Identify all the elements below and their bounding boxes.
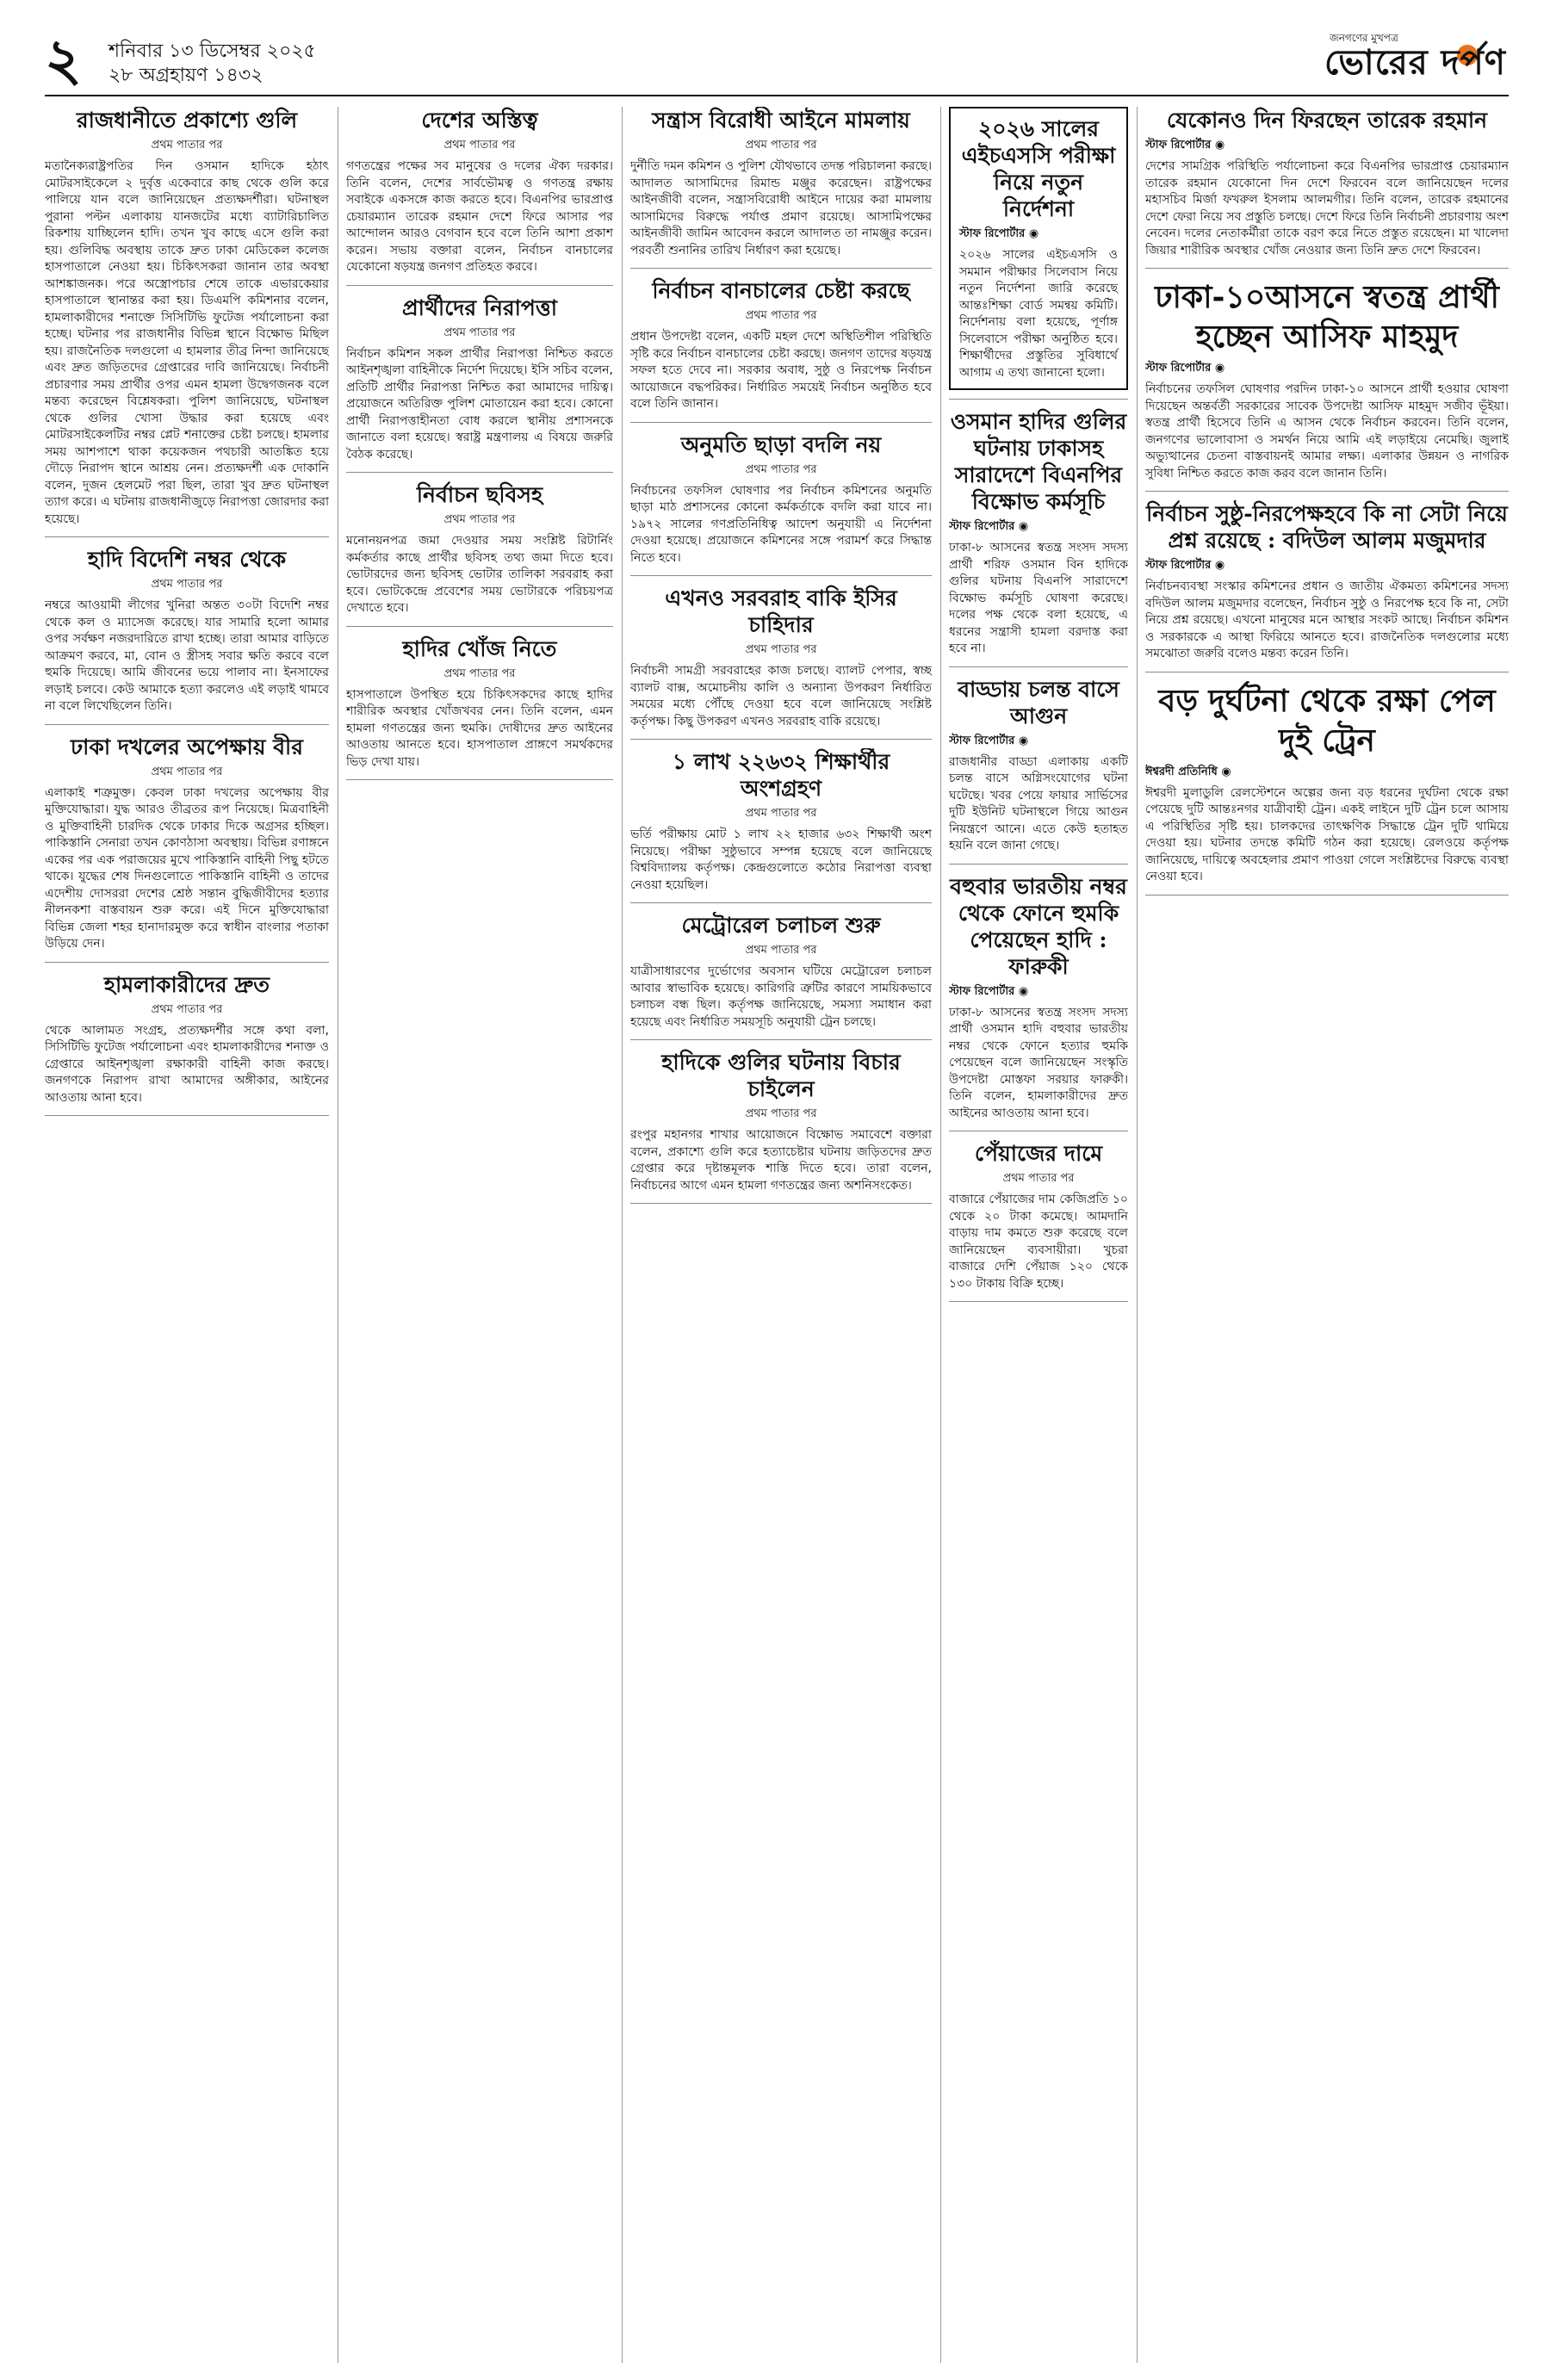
article xyxy=(1145,277,1509,482)
article xyxy=(346,107,613,276)
article-byline: স্টাফ রিপোর্টার ◉ xyxy=(949,734,1029,747)
article xyxy=(346,481,613,617)
article-headline: নির্বাচন ছবিসহ xyxy=(416,482,543,507)
article-divider xyxy=(630,902,932,903)
article-headline: যেকোনও দিন ফিরছেন তারেক রহমান xyxy=(1166,108,1488,133)
article-body: রংপুর মহানগর শাখার আয়োজনে বিক্ষোভ সমাবেশে বক্তারা বলেন, প্রকাশ্যে গুলি করে হত্যাচেষ্টার ঘটনায় জড়িতদের দ্রুত গ্রেপ্তার করে দৃষ্টান্তমূলক শাস্তি দিতে হবে। তারা বলেন, নির্বাচনের আগে এমন হামলা গণতন্ত্রের জন্য অশনিসংকেত। xyxy=(630,1128,932,1193)
continued-label: প্রথম পাতার পর xyxy=(443,666,516,680)
article-headline: ঢাকা দখলের অপেক্ষায় বীর xyxy=(71,734,303,759)
page-number: ২ xyxy=(45,26,82,93)
article xyxy=(630,431,932,567)
article-headline: ঢাকা-১০আসনে স্বতন্ত্র প্রার্থী হচ্ছেন আসিফ মাহমুদ xyxy=(1155,279,1499,355)
article-divider xyxy=(949,666,1128,667)
article-divider xyxy=(630,575,932,576)
article-body: নম্বরে আওয়ামী লীগের খুনিরা অন্তত ৩০টা বিদেশি নম্বর থেকে কল ও ম্যাসেজ করেছে। যার সামারি হলো আমার ওপর সর্বক্ষণ নজরদারিতে রাখা হচ্ছে। তারা আমার বাড়িতে আক্রমণ করবে, মা, বোন ও স্ত্রীসহ সবার ক্ষতি করবে বলে হুমকি দিয়েছে। আমি জীবনের ভয়ে পালাব না। ইনসাফের লড়াই চলবে। কেউ আমাকে হত্যা করলেও এই লড়াই থামবে না বলে লিখেছিলেন তিনি। xyxy=(45,598,329,713)
article-byline: স্টাফ রিপোর্টার ◉ xyxy=(949,520,1029,533)
article-headline: নির্বাচন সুষ্ঠু-নিরপেক্ষহবে কি না সেটা নিয়ে প্রশ্ন রয়েছে : বদিউল আলম মজুমদার xyxy=(1146,501,1508,553)
logo-name: ভোরের দর্পণ xyxy=(1324,42,1506,83)
article-body: গণতন্ত্রের পক্ষের সব মানুষের ও দলের ঐক্য দরকার। তিনি বলেন, দেশের সার্বভৌমত্ব ও গণতন্ত্র রক্ষায় সবাইকে একসঙ্গে কাজ করতে হবে। বিএনপির ভারপ্রাপ্ত চেয়ারম্যান তারেক রহমান দেশে ফিরে আসার পর আন্দোলন আরও বেগবান হবে বলে তিনি আশা প্রকাশ করেন। সভায় বক্তারা বলেন, নির্বাচন বানচালের যেকোনো ষড়যন্ত্র জনগণ প্রতিহত করবে। xyxy=(346,159,613,274)
article-divider xyxy=(346,779,613,780)
article xyxy=(630,748,932,894)
article xyxy=(1145,681,1509,886)
article-body: মতানৈক্যরাষ্ট্রপতির দিন ওসমান হাদিকে হঠাৎ মোটরসাইকেলে ২ দুর্বৃত্ত একেবারে কাছ থেকে গুলি করে পালিয়ে যান বলে জানিয়েছেন প্রত্যক্ষদর্শীরা। ঘটনাস্থল পুরানা পল্টন এলাকায় যানজটের মধ্যে ব্যাটারিচালিত রিকশায় যাচ্ছিলেন হাদি। তখন খুব কাছে এসে গুলি করা হয়। গুলিবিদ্ধ অবস্থায় তাকে দ্রুত ঢাকা মেডিকেল কলেজ হাসপাতালে নেওয়া হয়। চিকিৎসকরা জানান তার অবস্থা আশঙ্কাজনক। পরে অস্ত্রোপচার শেষে তাকে এভারকেয়ার হাসপাতালে স্থানান্তর করা হয়। ডিএমপি কমিশনার বলেন, হামলাকারীদের শনাক্তে সিসিটিভি ফুটেজ পর্যালোচনা করা হচ্ছে। ঘটনার পর রাজধানীর বিভিন্ন স্থানে বিক্ষোভ মিছিল হয়। রাজনৈতিক দলগুলো এ হামলার তীব্র নিন্দা জানিয়েছে এবং দ্রুত জড়িতদের গ্রেপ্তারের দাবি জানিয়েছে। নির্বাচনী প্রচারণার সময় প্রার্থীর ওপর এমন হামলা উদ্বেগজনক বলে মন্তব্য করেছেন বিশ্লেষকরা। পুলিশ জানিয়েছে, ঘটনাস্থল থেকে গুলির খোসা উদ্ধার করা হয়েছে এবং মোটরসাইকেলটির নম্বর প্লেট শনাক্তের চেষ্টা চলছে। হামলার সময় আশপাশে থাকা কয়েকজন পথচারী আতঙ্কিত হয়ে দৌড়ে নিরাপদ স্থানে আশ্রয় নেন। প্রত্যক্ষদর্শী এক দোকানি বলেন, দুজন হেলমেট পরা ছিল, তারা খুব দ্রুত ঘটনাস্থল ত্যাগ করে। এ ঘটনায় রাজধানীজুড়ে নিরাপত্তা জোরদার করা হয়েছে। xyxy=(45,159,329,526)
article-divider xyxy=(949,864,1128,865)
article xyxy=(45,107,329,528)
article-body: হাসপাতালে উপস্থিত হয়ে চিকিৎসকদের কাছে হাদির শারীরিক অবস্থার খোঁজখবর নেন। তিনি বলেন, এমন হামলা গণতন্ত্রের জন্য হুমকি। দোষীদের দ্রুত আইনের আওতায় আনতে হবে। হাসপাতাল প্রাঙ্গণে সমর্থকদের ভিড় দেখা যায়। xyxy=(346,687,613,769)
continued-label: প্রথম পাতার পর xyxy=(151,578,223,591)
column-3 xyxy=(630,107,932,2363)
article xyxy=(949,408,1128,658)
article xyxy=(630,1049,932,1194)
article-headline: রাজধানীতে প্রকাশ্যে গুলি xyxy=(76,108,298,133)
article xyxy=(1145,107,1509,259)
article-divider xyxy=(630,1039,932,1040)
article xyxy=(949,107,1128,390)
article-headline: বাড্ডায় চলন্ত বাসে আগুন xyxy=(958,676,1119,728)
article-divider xyxy=(346,626,613,627)
article xyxy=(949,676,1128,855)
article-divider xyxy=(630,739,932,740)
article-divider xyxy=(1145,268,1509,269)
column-divider xyxy=(622,107,623,2363)
article-divider xyxy=(45,536,329,537)
article-divider xyxy=(949,399,1128,400)
article-headline: প্রার্থীদের নিরাপত্তা xyxy=(401,294,558,320)
article-headline: দেশের অস্তিত্ব xyxy=(421,108,538,133)
issue-date xyxy=(108,40,316,88)
page-header xyxy=(45,26,1509,93)
article-byline: স্টাফ রিপোর্টার ◉ xyxy=(1145,362,1225,375)
continued-label: প্রথম পাতার পর xyxy=(745,309,817,322)
article-divider xyxy=(630,422,932,423)
logo-tagline: জনগণের মুখপত্র xyxy=(1330,32,1398,44)
article-headline: এখনও সরবরাহ বাকি ইসির চাহিদার xyxy=(665,586,897,637)
article-body: নির্বাচন কমিশন সকল প্রার্থীর নিরাপত্তা নিশ্চিত করতে আইনশৃঙ্খলা বাহিনীকে নির্দেশ দিয়েছে। ইসি সচিব বলেন, প্রতিটি প্রার্থীর নিরাপত্তা নিশ্চিত করা আমাদের দায়িত্ব। প্রয়োজনে অতিরিক্ত পুলিশ মোতায়েন করা হবে। কোনো প্রার্থী নিরাপত্তাহীনতা বোধ করলে স্থানীয় প্রশাসনকে জানাতে বলা হয়েছে। স্বরাষ্ট্র মন্ত্রণালয় এ বিষয়ে জরুরি বৈঠক করেছে। xyxy=(346,346,613,462)
article-divider xyxy=(949,1301,1128,1302)
continued-label: প্রথম পাতার পর xyxy=(1002,1172,1075,1185)
article-divider xyxy=(45,962,329,963)
article-byline: স্টাফ রিপোর্টার ◉ xyxy=(959,227,1039,240)
article-body: যাত্রীসাধারণের দুর্ভোগের অবসান ঘটিয়ে মেট্রোরেল চলাচল আবার স্বাভাবিক হয়েছে। কারিগরি ত্রুটির কারণে সাময়িকভাবে চলাচল বন্ধ ছিল। কর্তৃপক্ষ জানিয়েছে, সমস্যা সমাধান করা হয়েছে এবং নির্ধারিত সময়সূচি অনুযায়ী ট্রেন চলছে। xyxy=(630,964,932,1029)
column-1 xyxy=(45,107,329,2363)
article-headline: হামলাকারীদের দ্রুত xyxy=(103,971,270,997)
article-body: নির্বাচনব্যবস্থা সংস্কার কমিশনের প্রধান ও জাতীয় ঐকমত্য কমিশনের সদস্য বদিউল আলম মজুমদার বলেছেন, নির্বাচন সুষ্ঠু ও নিরপেক্ষ হবে কি না, সেটা নিয়ে প্রশ্ন রয়েছে। এখনো মানুষের মনে আস্থার সংকট আছে। নির্বাচন কমিশন ও সরকারকে এ আস্থা ফিরিয়ে আনতে হবে। রাজনৈতিক দলগুলোর মধ্যে সমঝোতা জরুরি বলেও মন্তব্য করেন তিনি। xyxy=(1145,580,1509,660)
article-divider xyxy=(1145,895,1509,896)
article-byline: স্টাফ রিপোর্টার ◉ xyxy=(1145,139,1225,152)
column-2 xyxy=(346,107,613,2363)
article-body: দুর্নীতি দমন কমিশন ও পুলিশ যৌথভাবে তদন্ত পরিচালনা করছে। আদালত আসামিদের রিমান্ড মঞ্জুর করেছেন। রাষ্ট্রপক্ষের আইনজীবী বলেন, সন্ত্রাসবিরোধী আইনে দায়ের করা মামলায় আসামিদের বিরুদ্ধে পর্যাপ্ত প্রমাণ রয়েছে। আসামিপক্ষের আইনজীবী জামিন আবেদন করলে আদালত তা নামঞ্জুর করেন। পরবর্তী শুনানির তারিখ নির্ধারণ করা হয়েছে। xyxy=(630,159,932,257)
article-divider xyxy=(630,268,932,269)
article-headline: হাদিকে গুলির ঘটনায় বিচার চাইলেন xyxy=(661,1050,901,1101)
article-headline: ১ লাখ ২২৬৩২ শিক্ষার্থীর অংশগ্রহণ xyxy=(672,749,890,801)
article-body: রাজধানীর বাড্ডা এলাকায় একটি চলন্ত বাসে অগ্নিসংযোগের ঘটনা ঘটেছে। খবর পেয়ে ফায়ার সার্ভিসের দুটি ইউনিট ঘটনাস্থলে গিয়ে আগুন নিয়ন্ত্রণে আনে। এতে কেউ হতাহত হয়নি বলে জানা গেছে। xyxy=(949,754,1128,852)
article-body: ২০২৬ সালের এইচএসসি ও সমমান পরীক্ষার সিলেবাস নিয়ে নতুন নির্দেশনা জারি করেছে আন্তঃশিক্ষা বোর্ড সমন্বয় কমিটি। নির্দেশনায় বলা হয়েছে, পূর্ণাঙ্গ সিলেবাসে পরীক্ষা অনুষ্ঠিত হবে। শিক্ষার্থীদের প্রস্তুতির সুবিধার্থে আগাম এ তথ্য জানানো হলো। xyxy=(959,248,1118,380)
continued-label: প্রথম পাতার পর xyxy=(745,1107,817,1120)
article xyxy=(346,294,613,464)
article-byline: ঈশ্বরদী প্রতিনিধি ◉ xyxy=(1145,765,1231,778)
continued-label: প্রথম পাতার পর xyxy=(745,944,817,957)
article-headline: মেট্রোরেল চলাচল শুরু xyxy=(681,913,881,938)
article-body: ঈশ্বরদী মুলাডুলি রেলস্টেশনে অল্পের জন্য বড় ধরনের দুর্ঘটনা থেকে রক্ষা পেয়েছে দুটি আন্তঃনগর যাত্রীবাহী ট্রেন। একই লাইনে দুটি ট্রেন চলে আসায় এ পরিস্থিতির সৃষ্টি হয়। চালকদের তাৎক্ষণিক সিদ্ধান্তে ট্রেন দুটি থামিয়ে দেওয়া হয়। ঘটনার তদন্তে কমিটি গঠন করা হয়েছে। রেলওয়ে কর্তৃপক্ষ জানিয়েছে, দায়িত্বে অবহেলার প্রমাণ পাওয়া গেলে সংশ্লিষ্টদের বিরুদ্ধে ব্যবস্থা নেওয়া হবে। xyxy=(1145,785,1509,883)
column-5 xyxy=(1145,107,1509,2363)
header-rule xyxy=(45,95,1509,96)
newspaper-logo xyxy=(1319,31,1509,86)
article-headline: পেঁয়াজের দামে xyxy=(974,1141,1103,1166)
article-headline: ২০২৬ সালের এইচএসসি পরীক্ষা নিয়ে নতুন নির্দেশনা xyxy=(961,116,1116,221)
article-byline: স্টাফ রিপোর্টার ◉ xyxy=(949,984,1029,998)
article-body: নির্বাচনের তফসিল ঘোষণার পরদিন ঢাকা-১০ আসনে প্রার্থী হওয়ার ঘোষণা দিয়েছেন অন্তর্বর্তী সরকারের সাবেক উপদেষ্টা আসিফ মাহমুদ সজীব ভূঁইয়া। স্বতন্ত্র প্রার্থী হিসেবে তিনি এ আসন থেকে নির্বাচন করবেন। তিনি বলেন, জনগণের ভালোবাসা ও সমর্থন নিয়ে আমি এই লড়াইয়ে নেমেছি। জুলাই অভ্যুত্থানের চেতনা বাস্তবায়নই আমার লক্ষ্য। এলাকার উন্নয়ন ও নাগরিক সুবিধা নিশ্চিত করতে কাজ করব বলে জানান তিনি। xyxy=(1145,382,1509,480)
continued-label: প্রথম পাতার পর xyxy=(745,643,817,656)
article xyxy=(346,635,613,772)
article-divider xyxy=(630,1203,932,1204)
article xyxy=(45,971,329,1107)
column-divider xyxy=(940,107,941,2363)
column-4 xyxy=(949,107,1128,2363)
article-divider xyxy=(346,472,613,473)
article-headline: নির্বাচন বানচালের চেষ্টা করছে xyxy=(652,278,910,303)
article-headline: বড় দুর্ঘটনা থেকে রক্ষা পেল দুই ট্রেন xyxy=(1158,682,1496,759)
article-body: নির্বাচনের তফসিল ঘোষণার পর নির্বাচন কমিশনের অনুমতি ছাড়া মাঠ প্রশাসনের কোনো কর্মকর্তাকে বদলি করা যাবে না। ১৯৭২ সালের গণপ্রতিনিধিত্ব আদেশ অনুযায়ী এ নির্দেশনা দেওয়া হয়েছে। প্রয়োজনে কমিশনের সঙ্গে পরামর্শ করে সিদ্ধান্ত নিতে হবে। xyxy=(630,483,932,565)
article-body: প্রধান উপদেষ্টা বলেন, একটি মহল দেশে অস্থিতিশীল পরিস্থিতি সৃষ্টি করে নির্বাচন বানচালের চেষ্টা করছে। জনগণ তাদের ষড়যন্ত্র সফল হতে দেবে না। সরকার অবাধ, সুষ্ঠু ও নিরপেক্ষ নির্বাচন আয়োজনে বদ্ধপরিকর। নির্ধারিত সময়েই নির্বাচন অনুষ্ঠিত হবে বলে তিনি জানান। xyxy=(630,330,932,411)
article xyxy=(45,546,329,716)
article-byline: স্টাফ রিপোর্টার ◉ xyxy=(1145,559,1225,572)
article-body: এলাকাই শত্রুমুক্ত। কেবল ঢাকা দখলের অপেক্ষায় বীর মুক্তিযোদ্ধারা। যুদ্ধ আরও তীব্রতর রূপ নিয়েছে। মিত্রবাহিনী ও মুক্তিবাহিনী চারদিক থেকে ঢাকার দিকে অগ্রসর হচ্ছিল। পাকিস্তানি সেনারা তখন কোণঠাসা অবস্থায়। বিভিন্ন রণাঙ্গনে একের পর এক পরাজয়ের মুখে পাকিস্তানি বাহিনী পিছু হটতে থাকে। যুদ্ধের শেষ দিনগুলোতে পাকিস্তানি বাহিনী ও তাদের এদেশীয় দোসররা দেশের শ্রেষ্ঠ সন্তান বুদ্ধিজীবীদের হত্যার নীলনকশা বাস্তবায়ন শুরু করে। এই দিনে মুক্তিযোদ্ধারা বিভিন্ন জেলা শহর হানাদারমুক্ত করে স্বাধীন বাংলার পতাকা উড়িয়ে দেন। xyxy=(45,785,329,951)
article-headline: হাদি বিদেশি নম্বর থেকে xyxy=(87,547,287,572)
article-headline: হাদির খোঁজ নিতে xyxy=(402,635,557,661)
article-divider xyxy=(45,724,329,725)
article xyxy=(630,585,932,730)
article xyxy=(949,873,1128,1123)
article xyxy=(630,107,932,259)
article-body: মনোনয়নপত্র জমা দেওয়ার সময় সংশ্লিষ্ট রিটার্নিং কর্মকর্তার কাছে প্রার্থীর ছবিসহ তথ্য জমা দিতে হবে। ভোটারদের জন্য ছবিসহ ভোটার তালিকা সরবরাহ করা হবে। ভোটকেন্দ্রে প্রবেশের সময় ভোটারকে পরিচয়পত্র দেখাতে হবে। xyxy=(346,534,613,615)
continued-label: প্রথম পাতার পর xyxy=(443,325,516,339)
article-divider xyxy=(45,1115,329,1116)
date-gregorian: শনিবার ১৩ ডিসেম্বর ২০২৫ xyxy=(108,40,316,62)
continued-label: প্রথম পাতার পর xyxy=(443,139,516,152)
article-headline: বহুবার ভারতীয় নম্বর থেকে ফোনে হুমকি পেয়েছেন হাদি : ফারুকী xyxy=(950,873,1127,979)
article xyxy=(1145,500,1509,663)
article xyxy=(949,1140,1128,1292)
article-headline: ওসমান হাদির গুলির ঘটনায় ঢাকাসহ সারাদেশে বিএনপির বিক্ষোভ কর্মসূচি xyxy=(950,409,1127,514)
article-headline: অনুমতি ছাড়া বদলি নয় xyxy=(680,431,882,457)
continued-label: প্রথম পাতার পর xyxy=(745,139,817,152)
article xyxy=(45,734,329,953)
continued-label: প্রথম পাতার পর xyxy=(151,139,223,152)
article-body: বাজারে পেঁয়াজের দাম কেজিপ্রতি ১০ থেকে ২০ টাকা কমেছে। আমদানি বাড়ায় দাম কমতে শুরু করেছে বলে জানিয়েছেন ব্যবসায়ীরা। খুচরা বাজারে দেশি পেঁয়াজ ১২০ থেকে ১৩০ টাকায় বিক্রি হচ্ছে। xyxy=(949,1193,1128,1291)
article xyxy=(630,912,932,1031)
article-body: থেকে আলামত সংগ্রহ, প্রত্যক্ষদর্শীর সঙ্গে কথা বলা, সিসিটিভি ফুটেজ পর্যালোচনা এবং হামলাকারীদের শনাক্ত ও গ্রেপ্তারে আইনশৃঙ্খলা রক্ষাকারী বাহিনী কাজ করছে। জনগণকে নিরাপদ রাখা আমাদের অঙ্গীকার, আইনের আওতায় আনা হবে। xyxy=(45,1023,329,1105)
article-headline: সন্ত্রাস বিরোধী আইনে মামলায় xyxy=(652,108,910,133)
continued-label: প্রথম পাতার পর xyxy=(745,807,817,820)
date-bangla: ২৮ অগ্রহায়ণ ১৪৩২ xyxy=(108,65,264,86)
article-body: ঢাকা-৮ আসনের স্বতন্ত্র সংসদ সদস্য প্রার্থী শরিফ ওসমান বিন হাদিকে গুলির ঘটনায় বিএনপি সারাদেশে বিক্ষোভ কর্মসূচি ঘোষণা করেছে। দলের পক্ষ থেকে বলা হয়েছে, এ ধরনের সন্ত্রাসী হামলা বরদাস্ত করা হবে না। xyxy=(949,541,1128,655)
article-body: নির্বাচনী সামগ্রী সরবরাহের কাজ চলছে। ব্যালট পেপার, স্বচ্ছ ব্যালট বাক্স, অমোচনীয় কালি ও অন্যান্য উপকরণ নির্ধারিত সময়ের মধ্যে পৌঁছে দেওয়া হবে বলে জানিয়েছে সংশ্লিষ্ট কর্তৃপক্ষ। কিছু উপকরণ এখনও সরবরাহ বাকি রয়েছে। xyxy=(630,664,932,728)
continued-label: প্রথম পাতার পর xyxy=(443,513,516,526)
continued-label: প্রথম পাতার পর xyxy=(151,765,223,778)
column-divider xyxy=(1137,107,1138,2363)
continued-label: প্রথম পাতার পর xyxy=(745,462,817,476)
article-divider xyxy=(346,285,613,286)
article-body: ঢাকা-৮ আসনের স্বতন্ত্র সংসদ সদস্য প্রার্থী ওসমান হাদি বহুবার ভারতীয় নম্বর থেকে ফোনে হত্যার হুমকি পেয়েছেন বলে জানিয়েছেন সংস্কৃতি উপদেষ্টা মোস্তফা সরয়ার ফারুকী। তিনি বলেন, হামলাকারীদের দ্রুত আইনের আওতায় আনা হবে। xyxy=(949,1005,1128,1120)
article-body: দেশের সামগ্রিক পরিস্থিতি পর্যালোচনা করে বিএনপির ভারপ্রাপ্ত চেয়ারম্যান তারেক রহমান যেকোনো দিন দেশে ফিরবেন বলে জানিয়েছেন দলের মহাসচিব মির্জা ফখরুল ইসলাম আলমগীর। তিনি বলেন, তারেক রহমানের দেশে ফেরা নিয়ে সব প্রস্তুতি চলছে। দেশে ফিরে তিনি নির্বাচনী প্রচারণায় অংশ নেবেন। দলের নেতাকর্মীরা তাকে বরণ করে নিতে প্রস্তুত রয়েছেন। মা খালেদা জিয়ার শারীরিক অবস্থার খোঁজ নেওয়ার জন্য তিনি দ্রুত দেশে ফিরবেন। xyxy=(1145,159,1509,257)
article-body: ভর্তি পরীক্ষায় মোট ১ লাখ ২২ হাজার ৬৩২ শিক্ষার্থী অংশ নিয়েছে। পরীক্ষা সুষ্ঠুভাবে সম্পন্ন হয়েছে বলে জানিয়েছে বিশ্ববিদ্যালয় কর্তৃপক্ষ। কেন্দ্রগুলোতে কঠোর নিরাপত্তা ব্যবস্থা নেওয়া হয়েছিল। xyxy=(630,827,932,892)
article-divider xyxy=(1145,491,1509,492)
continued-label: প্রথম পাতার পর xyxy=(151,1002,223,1016)
article xyxy=(630,277,932,413)
